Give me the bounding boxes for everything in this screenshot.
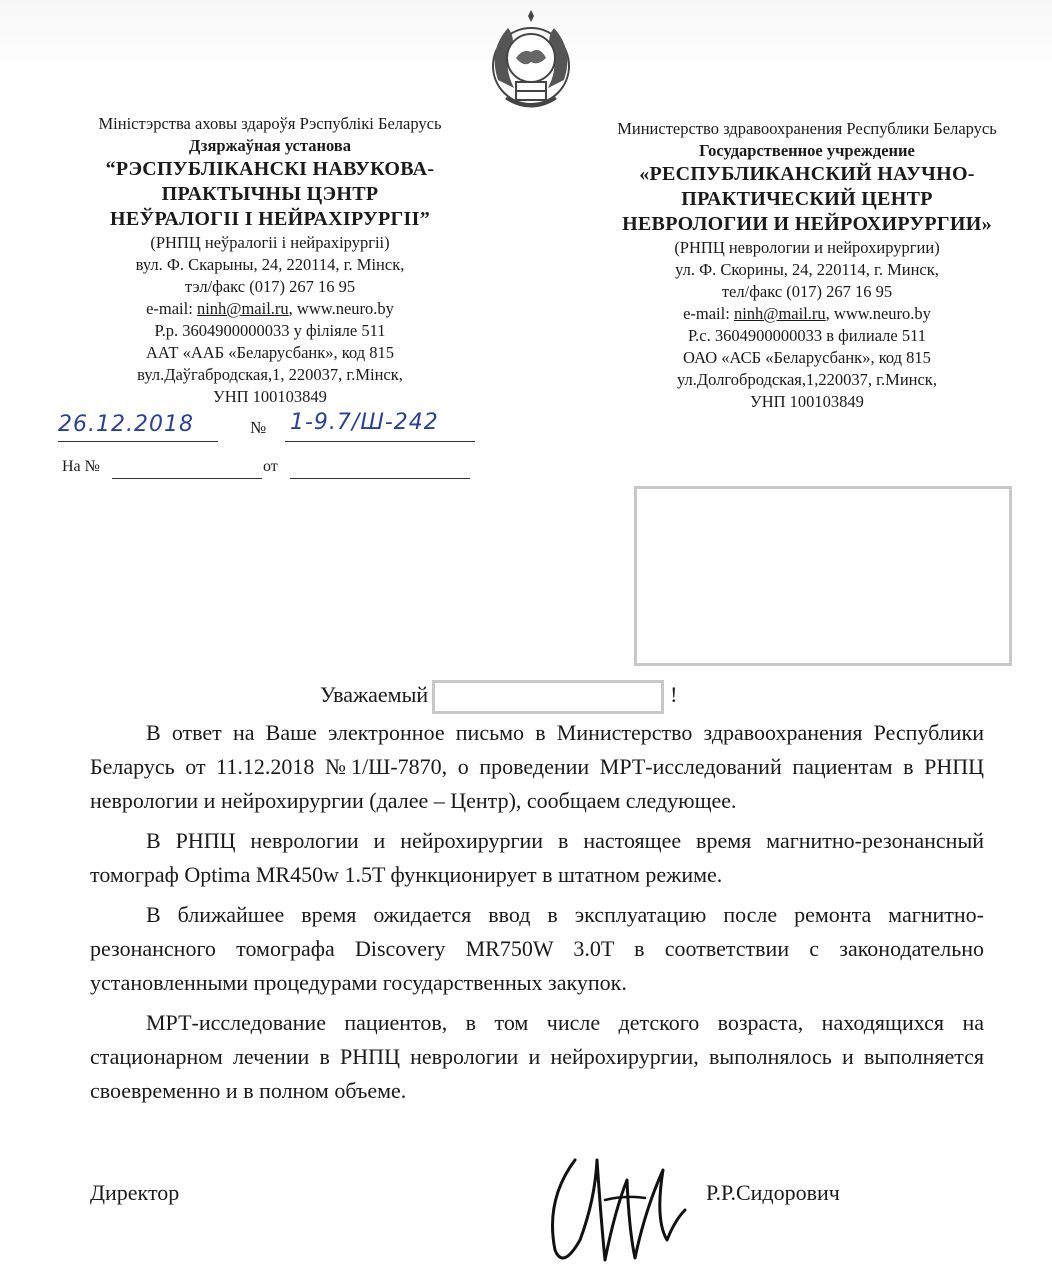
date-underline bbox=[58, 441, 218, 442]
redacted-name-box bbox=[432, 680, 664, 714]
bank-address-line: ул.Долгобродская,1,220037, г.Минск, bbox=[677, 370, 937, 389]
from-label: от bbox=[263, 458, 278, 475]
bank-line: ААТ «ААБ «Беларусбанк», код 815 bbox=[146, 343, 394, 362]
institution-name-line: НЕЎРАЛОГІІ І НЕЙРАХІРУРГІІ” bbox=[110, 208, 430, 230]
registration-number: 1-9.7/Ш-242 bbox=[290, 410, 439, 435]
email-prefix: e-mail: bbox=[146, 299, 197, 318]
short-name: (РНПЦ неврологии и нейрохирургии) bbox=[674, 238, 940, 257]
body-paragraph: В ближайшее время ожидается ввод в эксплуатацию после ремонта магнитно-резонансного томографа Discovery MR750W 3.0T в соответствии с законодательно установленными процедурами государственных закупок. bbox=[90, 902, 984, 995]
handwritten-signature-icon bbox=[535, 1140, 695, 1275]
account-line: Р.р. 3604900000033 у філіяле 511 bbox=[154, 321, 386, 340]
bank-address-line: вул.Даўгабродская,1, 220037, г.Мінск, bbox=[137, 365, 403, 384]
email-link[interactable]: ninh@mail.ru bbox=[733, 304, 826, 323]
phone-line: тэл/факс (017) 267 16 95 bbox=[184, 277, 356, 296]
email-link[interactable]: ninh@mail.ru bbox=[196, 299, 289, 318]
institution-name-line: «РЕСПУБЛИКАНСКИЙ НАУЧНО- bbox=[639, 163, 975, 185]
address-line: ул. Ф. Скорины, 24, 220114, г. Минск, bbox=[675, 260, 939, 279]
unp-line: УНП 100103849 bbox=[750, 392, 864, 411]
on-number-blank bbox=[112, 478, 262, 479]
redacted-addressee-box bbox=[634, 486, 1012, 666]
body-paragraph: В ответ на Ваше электронное письмо в Министерство здравоохранения Республики Беларусь от 11.12.2018 №1/Ш-7870, о проведении МРТ-исследований пациентам в РНПЦ неврологии и нейрохирургии (далее – Центр), сообщаем следующее. bbox=[90, 720, 984, 813]
account-line: Р.с. 3604900000033 в филиале 511 bbox=[688, 326, 926, 345]
phone-line: тел/факс (017) 267 16 95 bbox=[721, 282, 893, 301]
number-label: № bbox=[250, 418, 267, 437]
institution-name-line: НЕВРОЛОГИИ И НЕЙРОХИРУРГИИ» bbox=[622, 213, 992, 235]
ministry-line: Міністэрства аховы здароўя Рэспублікі Беларусь bbox=[98, 114, 442, 133]
website-text: , www.neuro.by bbox=[288, 299, 394, 318]
number-underline bbox=[285, 441, 475, 442]
email-prefix: e-mail: bbox=[683, 304, 734, 323]
bank-line: ОАО «АСБ «Беларусбанк», код 815 bbox=[683, 348, 931, 367]
institution-type: Государственное учреждение bbox=[699, 141, 915, 160]
greeting-line bbox=[320, 680, 678, 714]
institution-name-line: ПРАКТИЧЕСКИЙ ЦЕНТР bbox=[681, 188, 933, 210]
signer-name: Р.Р.Сидорович bbox=[706, 1180, 840, 1205]
from-blank bbox=[290, 478, 470, 479]
address-line: вул. Ф. Скарыны, 24, 220114, г. Мінск, bbox=[135, 255, 405, 274]
website-text: , www.neuro.by bbox=[825, 304, 931, 323]
institution-type: Дзяржаўная установа bbox=[189, 136, 351, 155]
registration-date: 26.12.2018 bbox=[58, 412, 194, 437]
email-line bbox=[572, 303, 1042, 325]
institution-name-line: ПРАКТЫЧНЫ ЦЭНТР bbox=[161, 183, 379, 205]
letter-body bbox=[90, 716, 984, 1108]
short-name: (РНПЦ неўралогіі і нейрахірургіі) bbox=[150, 233, 390, 252]
institution-name-line: “РЭСПУБЛІКАНСКІ НАВУКОВА- bbox=[105, 158, 435, 180]
unp-line: УНП 100103849 bbox=[213, 387, 327, 406]
greeting-word: Уважаемый bbox=[320, 682, 429, 708]
signer-title: Директор bbox=[90, 1180, 180, 1205]
state-emblem-icon bbox=[478, 10, 584, 118]
email-line bbox=[55, 298, 485, 320]
header-belarusian bbox=[55, 113, 485, 408]
ministry-line: Министерство здравоохранения Республики Беларусь bbox=[617, 119, 997, 138]
on-number-label: На № bbox=[62, 458, 100, 475]
header-russian bbox=[572, 118, 1042, 413]
greeting-exclamation: ! bbox=[670, 682, 678, 708]
body-paragraph: В РНПЦ неврологии и нейрохирургии в настоящее время магнитно-резонансный томограф Optima MR450w 1.5T функционирует в штатном режиме. bbox=[90, 828, 984, 887]
body-paragraph: МРТ-исследование пациентов, в том числе детского возраста, находящихся на стационарном лечении в РНПЦ неврологии и нейрохирургии, выполнялось и выполняется своевременно и в полном объеме. bbox=[90, 1010, 984, 1103]
